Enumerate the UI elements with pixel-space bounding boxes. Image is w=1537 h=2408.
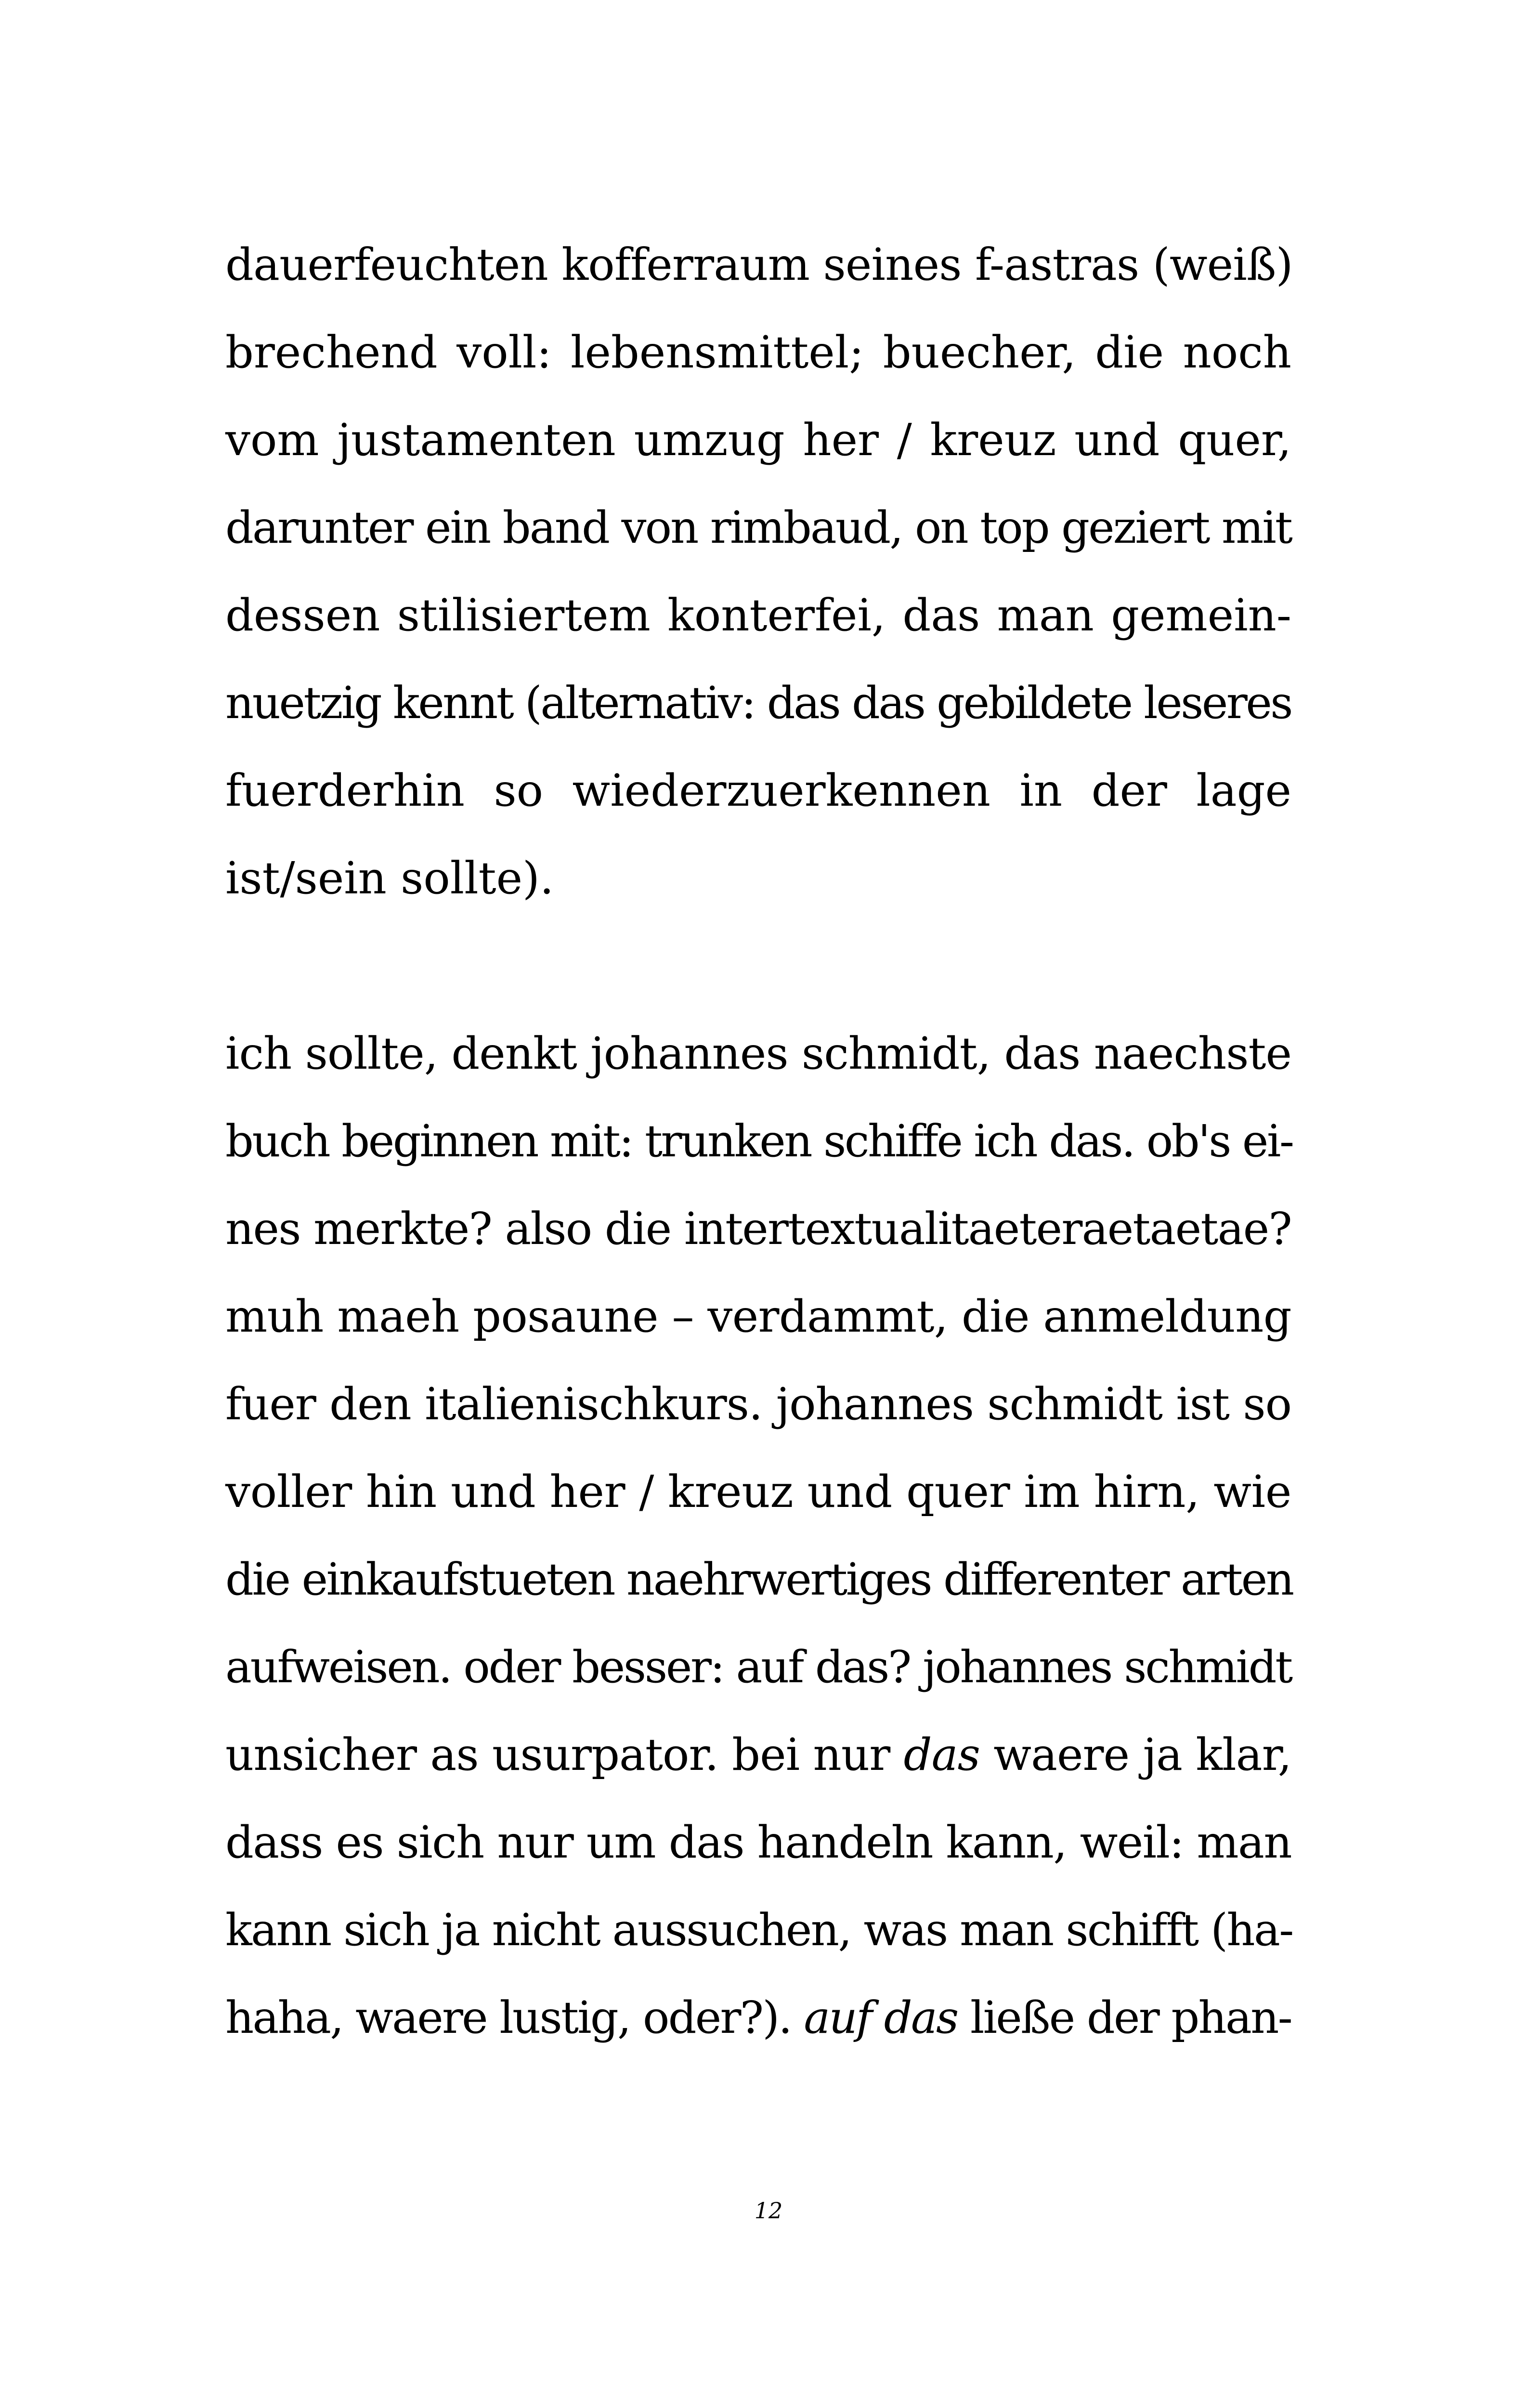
text-run: haha, waere lustig, oder?). (225, 1992, 804, 2043)
text-line: kann sich ja nicht aussuchen, was man schifft (ha- (225, 1904, 1293, 1956)
text-run: ließe der phan- (957, 1992, 1291, 2043)
text-line: fuerderhin so wiederzuerkennen in der lage (225, 765, 1291, 816)
text-line (225, 1721, 1291, 1789)
italic-text: auf das (804, 1992, 958, 2043)
text-line: fuer den italienischkurs. johannes schmidt ist so (225, 1378, 1291, 1430)
text-line: dass es sich nur um das handeln kann, weil: man (225, 1817, 1291, 1868)
text-line: voller hin und her / kreuz und quer im hirn, wie (225, 1466, 1291, 1518)
text-line: dauerfeuchten kofferraum seines f-astras (weiß) (225, 239, 1293, 290)
text-line: muh maeh posaune – verdammt, die anmeldung (225, 1291, 1291, 1342)
text-line: darunter ein band von rimbaud, on top geziert mit (225, 502, 1291, 553)
text-run: waere ja klar, (979, 1729, 1291, 1780)
italic-text: das (903, 1729, 980, 1780)
page-number: 12 (754, 2198, 783, 2224)
text-run: unsicher as usurpator. bei nur (225, 1729, 904, 1780)
text-line: die einkaufstueten naehrwertiges differenter arten (225, 1554, 1293, 1605)
text-line: nuetzig kennt (alternativ: das das gebildete leseres (225, 677, 1291, 729)
text-line: brechend voll: lebensmittel; buecher, die noch (225, 327, 1291, 378)
text-line: buch beginnen mit: trunken schiffe ich das. ob's ei- (225, 1115, 1293, 1167)
text-line: vom justamenten umzug her / kreuz und quer, (225, 414, 1291, 466)
text-line: nes merkte? also die intertextualitaeteraetaetae? (225, 1203, 1291, 1255)
text-line: dessen stilisiertem konterfei, das man gemein- (225, 589, 1291, 641)
text-line: ist/sein sollte). (225, 852, 554, 904)
text-line (225, 1984, 1291, 2052)
text-line: ich sollte, denkt johannes schmidt, das naechste (225, 1028, 1291, 1079)
text-line: aufweisen. oder besser: auf das? johannes schmidt (225, 1641, 1291, 1693)
